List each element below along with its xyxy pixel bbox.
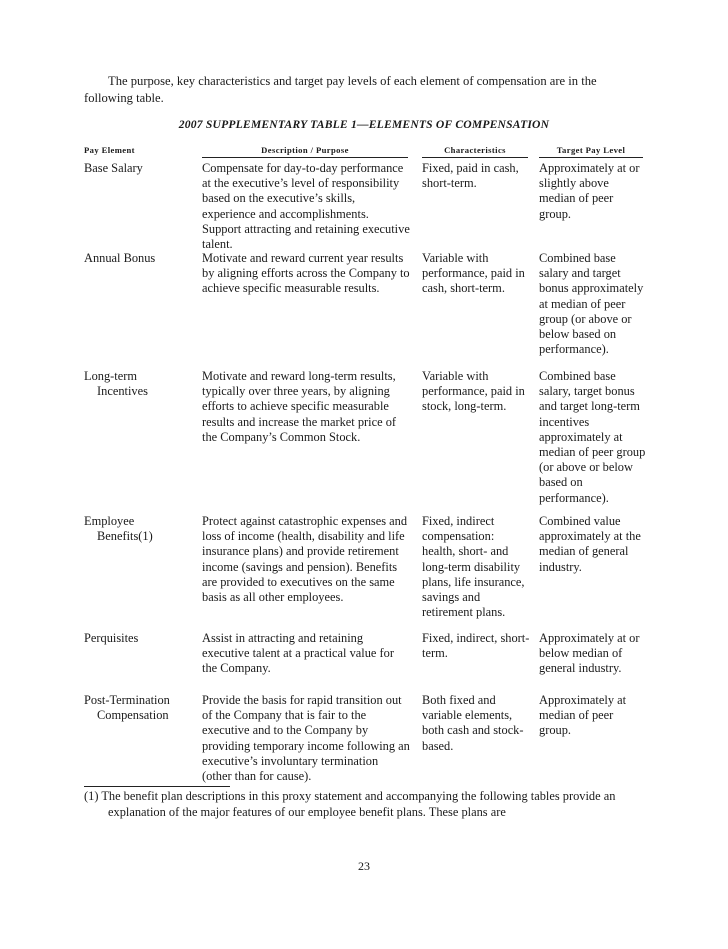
header-rule-description — [202, 157, 408, 158]
footnote — [84, 788, 654, 820]
table-row-element: Base Salary — [84, 161, 143, 175]
table-row-target: Combined base salary and target bonus approximately at median of peer group (or above or below based on performance). — [539, 251, 644, 357]
header-rule-characteristics — [422, 157, 528, 158]
table-row-characteristics: Fixed, indirect compensation: health, short- and long-term disability plans, life insurance, savings and retirement plans. — [422, 514, 525, 620]
header-pay-element: Pay Element — [84, 145, 135, 155]
table-row-element: Employee Benefits(1) — [84, 514, 153, 544]
header-target-pay: Target Pay Level — [556, 145, 626, 155]
table-row-characteristics: Fixed, indirect, short-term. — [422, 631, 530, 661]
table-row-element: Perquisites — [84, 631, 139, 645]
table-row-characteristics: Both fixed and variable elements, both cash and stock-based. — [422, 693, 524, 753]
table-row-element: Annual Bonus — [84, 251, 156, 265]
page-number: 23 — [358, 859, 370, 873]
table-row-description: Assist in attracting and retaining executive talent at a practical value for the Company. — [202, 631, 394, 676]
header-rule-target — [539, 157, 643, 158]
intro-paragraph: The purpose, key characteristics and target pay levels of each element of compensation are in the following table. — [84, 74, 597, 105]
table-row-characteristics: Fixed, paid in cash, short-term. — [422, 161, 519, 191]
table-row-element: Long-term Incentives — [84, 369, 148, 399]
table-row-description: Motivate and reward current year results by aligning efforts across the Company to achieve specific measurable results. — [202, 251, 410, 296]
table-row-target: Approximately at or below median of general industry. — [539, 631, 640, 676]
table-row-element: Post-Termination Compensation — [84, 693, 170, 723]
table-row-target: Approximately at median of peer group. — [539, 693, 627, 738]
table-row-description: Protect against catastrophic expenses and loss of income (health, disability and life insurance plans) and provide retirement income (savings and pension). Benefits are provided to executives on the same basis as all other employees. — [202, 514, 408, 605]
table-row-target: Approximately at or slightly above median of peer group. — [539, 161, 640, 221]
table-row-description: Compensate for day-to-day performance at the executive’s level of responsibility based on the executive’s skills, experience and accomplishments. Support attracting and retaining executive talent. — [202, 161, 410, 252]
footnote-rule — [84, 786, 230, 787]
header-characteristics: Characteristics — [444, 145, 506, 155]
table-caption: 2007 SUPPLEMENTARY TABLE 1—ELEMENTS OF COMPENSATION — [178, 118, 550, 131]
table-row-characteristics: Variable with performance, paid in cash, short-term. — [422, 251, 525, 296]
table-row-target: Combined base salary, target bonus and target long-term incentives approximately at median of peer group (or above or below based on performance). — [539, 369, 646, 505]
table-row-description: Motivate and reward long-term results, typically over three years, by aligning efforts to achieve specific measurable results and increase the market price of the Company’s Common Stock. — [202, 369, 397, 444]
footnote-text: (1) The benefit plan descriptions in this proxy statement and accompanying the following tables provide an explanation of the major features of our employee benefit plans. These plans are — [84, 789, 616, 819]
table-row-characteristics: Variable with performance, paid in stock, long-term. — [422, 369, 525, 414]
table-row-description: Provide the basis for rapid transition out of the Company that is fair to the executive and to the Company by providing temporary income following an executive’s involuntary termination (other than for cause). — [202, 693, 410, 784]
table-row-target: Combined value approximately at the median of general industry. — [539, 514, 641, 574]
header-description: Description / Purpose — [261, 145, 349, 155]
